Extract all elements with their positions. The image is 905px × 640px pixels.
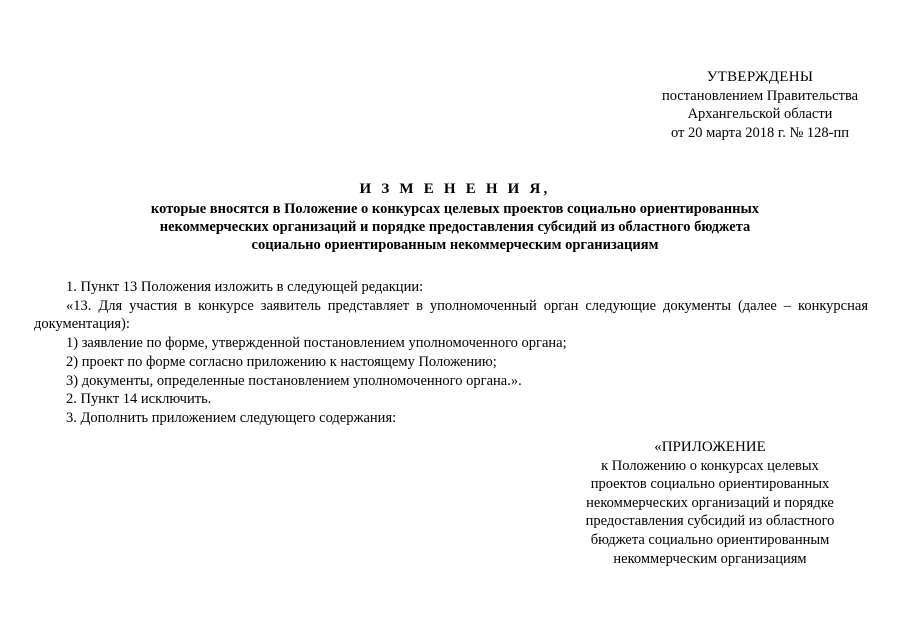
title-line: которые вносятся в Положение о конкурсах целевых проектов социально ориентированных (150, 201, 760, 217)
body-paragraph: 1. Пункт 13 Положения изложить в следующей редакции: (66, 279, 424, 295)
title-line: некоммерческих организаций и порядке предоставления субсидий из областного бюджета (159, 219, 751, 235)
appendix-heading: «ПРИЛОЖЕНИЕ (654, 439, 766, 455)
body-paragraph: «13. Для участия в конкурсе заявитель представляет в уполномоченный орган следующие документы (далее – конкурсная документация): (34, 297, 868, 333)
approval-line: постановлением Правительства (661, 87, 859, 104)
document-body (34, 278, 868, 428)
title-heading: И З М Е Н Е Н И Я, (359, 181, 551, 197)
appendix-line: некоммерческим организациям (613, 550, 807, 567)
approval-stamp-block (640, 68, 880, 142)
body-paragraph: 3) документы, определенные постановлением уполномоченного органа.». (66, 372, 522, 389)
approval-line: Архангельской области (687, 106, 833, 122)
appendix-line: проектов социально ориентированных (590, 476, 830, 493)
approval-heading: УТВЕРЖДЕНЫ (706, 69, 814, 85)
document-title (60, 180, 850, 254)
appendix-line: бюджета социально ориентированным (590, 531, 830, 548)
appendix-line: предоставления субсидий из областного (585, 513, 835, 530)
appendix-line: к Положению о конкурсах целевых (601, 457, 819, 474)
body-paragraph: 3. Дополнить приложением следующего содержания: (66, 409, 397, 426)
title-line: социально ориентированным некоммерческим организациям (251, 237, 659, 253)
body-paragraph: 2) проект по форме согласно приложению к настоящему Положению; (66, 353, 497, 370)
body-paragraph: 1) заявление по форме, утвержденной постановлением уполномоченного органа; (66, 335, 567, 352)
appendix-header-block (565, 438, 855, 568)
approval-line: от 20 марта 2018 г. № 128-пп (670, 124, 850, 141)
appendix-line: некоммерческих организаций и порядке (586, 494, 834, 511)
body-paragraph: 2. Пункт 14 исключить. (66, 391, 212, 408)
